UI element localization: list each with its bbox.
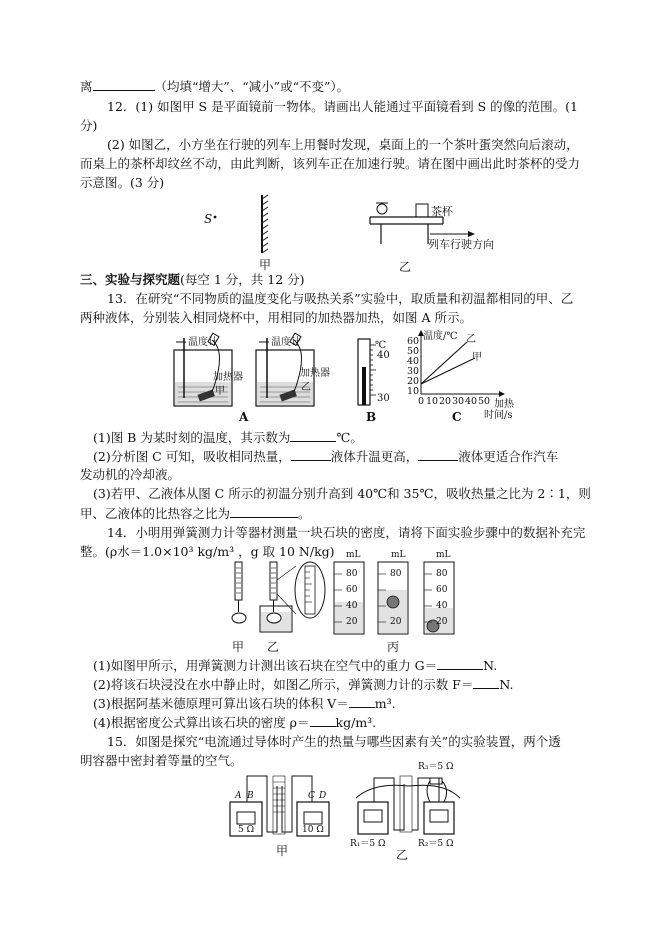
q13-fig-a-caption: A [239, 410, 249, 424]
q13-sub3-line1: (3)若甲、乙液体从图 C 所示的初温分别升高到 40℃和 35℃，吸收热量之比为 2∶1，则 [93, 486, 591, 501]
q14-sub3-text: (3)根据阿基米德原理可算出该石块的体积 V＝ [93, 696, 349, 711]
q14-cyl1-tick-20: 20 [346, 617, 358, 627]
q13-fig-c-ytick-20: 20 [407, 376, 420, 387]
q15-fig-yi-apparatus [354, 768, 464, 846]
section3-title: 三、实验与探究题 [80, 272, 181, 287]
q15-jia-terminal-c: C [308, 791, 315, 801]
q15-line2: 明容器中密封着等量的空气。 [80, 753, 243, 768]
q13-fig-c-xtick-20: 20 [439, 396, 452, 407]
q13-fig-c-line-jia [421, 358, 475, 384]
q14-sub4 [93, 714, 376, 731]
q14-cyl1-tick-80: 80 [346, 569, 358, 579]
q13-fig-a-liquid-jia: 甲 [215, 386, 225, 397]
q13-sub3-end: 。 [298, 506, 311, 521]
q13-fig-c-xtick-30: 30 [452, 396, 465, 407]
q11-tail-start: 离 [80, 79, 93, 94]
q14-sub3-unit: m³. [374, 696, 396, 711]
q14-fig-caption-yi: 乙 [267, 640, 280, 654]
q14-fig-spring-scales [226, 560, 336, 636]
q13-fig-c-ylabel: 温度/℃ [423, 331, 458, 342]
q13-fig-c-xtick-10: 10 [426, 396, 439, 407]
q11-answer-blank[interactable] [93, 78, 155, 91]
q13-fig-c-ytick-10: 10 [407, 386, 420, 397]
q13-fig-c-line-yi-label: 乙 [466, 334, 476, 345]
q14-sub1-unit: N. [483, 658, 498, 673]
q13-fig-c-caption: C [452, 410, 462, 424]
q13-line2: 两种液体，分别装入相同烧杯中，用相同的加热器加热，如图 A 所示。 [80, 310, 472, 325]
q15-line1: 15．如图是探究“电流通过导体时产生的热量与哪些因素有关”的实验装置，两个透 [107, 734, 561, 749]
q13-fig-b-tick-40: 40 [377, 350, 390, 361]
q13-fig-a-heater-label-1: 加热器 [213, 372, 243, 383]
section3-heading [80, 272, 305, 288]
q13-fig-c-xlabel-b: 时间/s [484, 410, 513, 421]
q14-cyl3-tick-60: 60 [436, 585, 448, 595]
q14-cyl2-tick-20: 20 [390, 617, 402, 627]
q14-sub4-unit: kg/m³. [335, 715, 377, 730]
q14-cyl1-tick-60: 60 [346, 585, 358, 595]
q13-sub3-line2 [80, 505, 311, 522]
q13-sub1-text: (1)图 B 为某时刻的温度，其示数为 [93, 430, 291, 445]
q12-fig-yi-cup-label: 茶杯 [431, 205, 453, 218]
q13-fig-c-xlabel-a: 加热 [494, 399, 514, 410]
q13-line1: 13．在研究“不同物质的温度变化与吸热关系”实验中，取质量和初温都相同的甲、乙 [107, 291, 574, 306]
q13-sub2-text-c: 液体更适合作汽车 [458, 449, 559, 464]
q15-yi-resistor-r1: R₁＝5 Ω [350, 839, 386, 849]
q15-jia-terminal-d: D [319, 791, 327, 801]
q15-yi-resistor-r3: R₃＝5 Ω [418, 762, 454, 772]
q14-sub3 [93, 695, 396, 712]
q14-sub2-blank[interactable] [473, 676, 499, 689]
q15-jia-resistor-10: 10 Ω [302, 825, 324, 835]
q12-fig-jia-mirror [212, 195, 272, 257]
q13-fig-c-line-yi [421, 342, 467, 384]
q14-fig-caption-bing: 丙 [387, 640, 400, 654]
q13-fig-a-liquid-yi: 乙 [301, 382, 311, 393]
q13-fig-c-ytick-60: 60 [407, 336, 420, 347]
q11-tail-hint: （均填“增大”、“减小”或“不变”）。 [154, 79, 350, 94]
q13-sub3-blank[interactable] [230, 505, 298, 518]
q13-sub2-line1 [93, 448, 558, 465]
q14-cyl3-tick-80: 80 [436, 569, 448, 579]
q13-sub2-text-b: 液体升温更高， [330, 449, 419, 464]
q14-sub2 [93, 676, 513, 693]
q13-fig-c-xtick-0: 0 [418, 396, 425, 407]
q12-fig-jia-s-label: S [204, 212, 213, 226]
q13-sub2-text-a: (2)分析图 C 可知，吸收相同热量， [93, 449, 291, 464]
section3-score: (每空 1 分，共 12 分) [180, 272, 305, 287]
q13-fig-c-ytick-50: 50 [407, 346, 420, 357]
q13-sub3-text: 甲、乙液体的比热容之比为 [80, 506, 231, 521]
q12-part1-line2: 分) [80, 118, 98, 133]
q14-sub1 [93, 657, 497, 674]
q13-sub2-blank1[interactable] [291, 448, 331, 461]
q13-sub2-blank2[interactable] [418, 448, 458, 461]
q13-fig-c-xtick-40: 40 [465, 396, 478, 407]
q14-sub2-text: (2)将该石块浸没在水中静止时，如图乙所示，弹簧测力计的示数 F＝ [93, 677, 474, 692]
q13-sub2-line2: 发动机的冷却液。 [80, 467, 181, 482]
q14-sub1-blank[interactable] [437, 657, 483, 670]
q13-fig-b-unit: ℃ [375, 340, 387, 351]
q13-fig-c-ytick-30: 30 [407, 366, 420, 377]
q13-fig-a-thermo-label-1: 温度计 [188, 337, 218, 348]
q14-cyl3-tick-20: 20 [436, 617, 448, 627]
q14-cyl2-ml: mL [391, 550, 406, 560]
q15-fig-yi-caption: 乙 [396, 848, 409, 862]
q14-fig-caption-jia: 甲 [232, 640, 245, 654]
q13-fig-b-caption: B [366, 410, 377, 424]
q13-fig-a-heater-label-2: 加热器 [300, 368, 330, 379]
q12-part2-line2: 而桌上的茶杯却纹丝不动，由此判断，该列车正在加速行驶。请在图中画出此时茶杯的受力 [80, 156, 581, 171]
q13-fig-c-xtick-50: 50 [478, 396, 491, 407]
q14-line1: 14．小明用弹簧测力计等器材测量一块石块的密度，请将下面实验步骤中的数据补充完 [107, 525, 586, 540]
q12-fig-jia-caption: 甲 [259, 258, 272, 272]
q13-fig-c-ytick-40: 40 [407, 356, 420, 367]
q14-cyl2-tick-80: 80 [390, 569, 402, 579]
q13-sub1 [93, 429, 363, 446]
q14-sub2-unit: N. [499, 677, 514, 692]
q14-line2: 整。(ρ水＝1.0×10³ kg/m³ ，g 取 10 N/kg) [80, 544, 335, 559]
q14-sub1-text: (1)如图甲所示，用弹簧测力计测出该石块在空气中的重力 G＝ [93, 658, 438, 673]
q13-fig-a-thermo-label-2: 温度计 [271, 337, 301, 348]
q12-part2-line3: 示意图。(3 分) [80, 175, 165, 190]
q14-cyl3-ml: mL [436, 550, 451, 560]
q12-fig-yi-direction-label: 列车行驶方向 [428, 238, 494, 251]
q14-cyl3-tick-40: 40 [436, 601, 448, 611]
q12-fig-yi-caption: 乙 [399, 260, 412, 274]
q13-fig-c-line-jia-label: 甲 [472, 352, 482, 363]
q13-sub1-unit: ℃。 [336, 430, 363, 445]
q14-sub3-blank[interactable] [349, 695, 375, 708]
q15-jia-terminal-b: B [247, 791, 254, 801]
q15-jia-terminal-a: A [235, 791, 242, 801]
q14-cyl1-ml: mL [346, 550, 361, 560]
q14-cyl1-tick-40: 40 [346, 601, 358, 611]
q15-fig-jia-caption: 甲 [276, 844, 289, 858]
q13-sub1-blank[interactable] [290, 429, 336, 442]
q12-part2-line1: (2) 如图乙，小方坐在行驶的列车上用餐时发现，桌面上的一个茶叶蛋突然向后滚动， [107, 137, 579, 152]
q13-fig-b-tick-30: 30 [377, 393, 390, 404]
q15-jia-resistor-5: 5 Ω [238, 825, 255, 835]
q14-sub4-text: (4)根据密度公式算出该石块的密度 ρ＝ [93, 715, 310, 730]
q15-yi-resistor-r2: R₂＝5 Ω [418, 839, 454, 849]
q14-sub4-blank[interactable] [310, 714, 336, 727]
q12-part1-line1: 12．(1) 如图甲 S 是平面镜前一物体。请画出人能通过平面镜看到 S 的像的范围。(1 [107, 99, 578, 114]
q11-tail-line [80, 78, 349, 95]
